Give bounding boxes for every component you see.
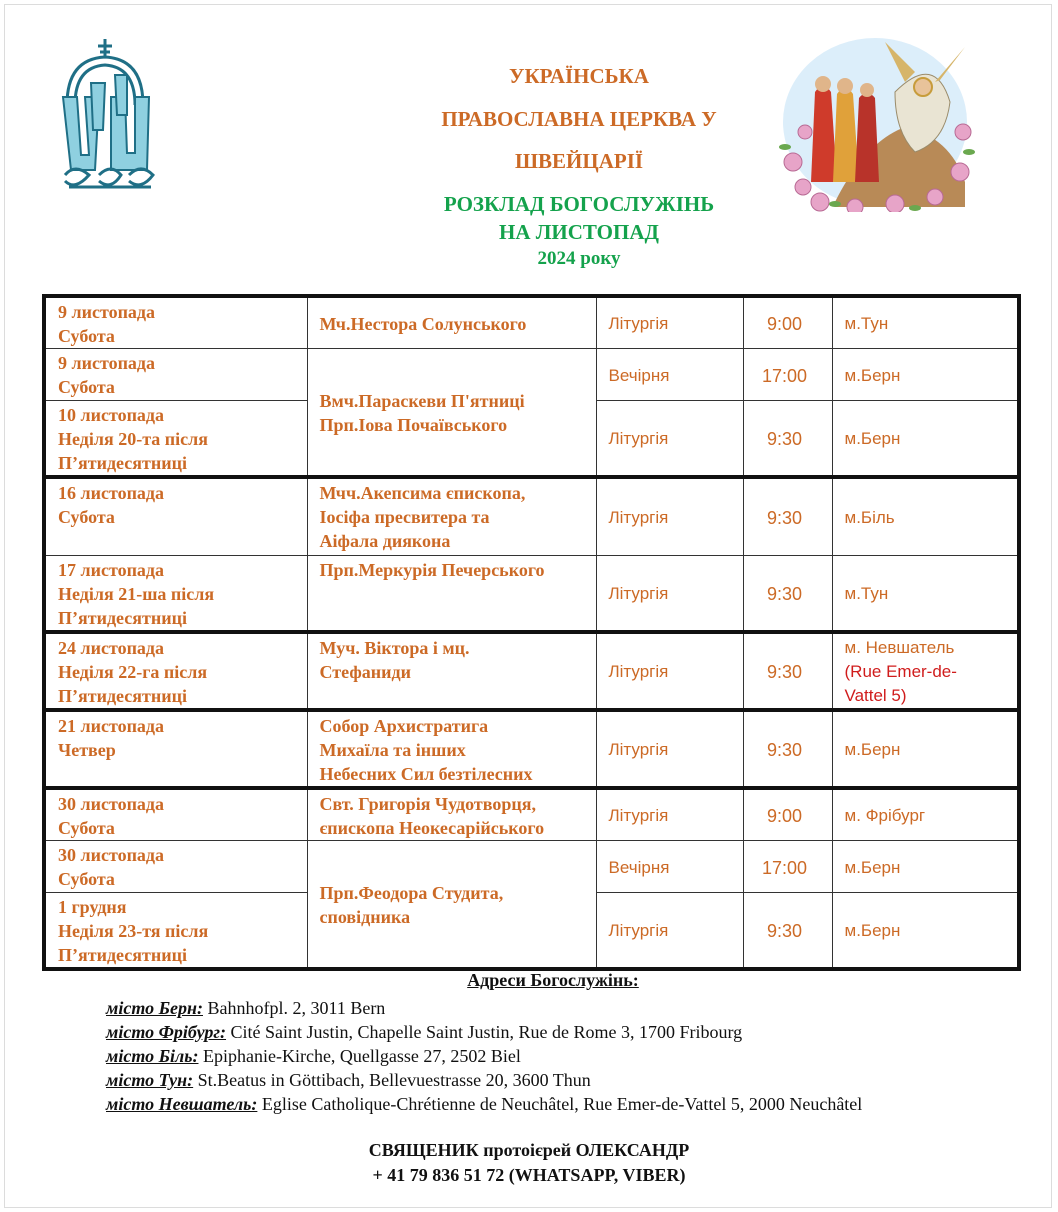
service-cell: Літургія bbox=[596, 555, 743, 632]
date-weekday: Четвер bbox=[58, 740, 116, 760]
service-cell: Літургія bbox=[596, 296, 743, 349]
table-row bbox=[44, 710, 1019, 788]
date-weekday: Субота bbox=[58, 507, 115, 527]
date-cell bbox=[44, 296, 307, 349]
date-weekday: Неділя 23-тя після bbox=[58, 921, 209, 941]
service-cell: Літургія bbox=[596, 401, 743, 478]
date-day: 21 листопада bbox=[58, 716, 165, 736]
table-row bbox=[44, 632, 1019, 710]
address-text: Bahnhofpl. 2, 3011 Bern bbox=[203, 998, 386, 1018]
address-text: Cité Saint Justin, Chapelle Saint Justin, Rue de Rome 3, 1700 Fribourg bbox=[226, 1022, 743, 1042]
place-cell: м.Берн bbox=[832, 401, 1019, 478]
saint-name: Іосіфа пресвитера та bbox=[319, 507, 490, 527]
table-row bbox=[44, 788, 1019, 841]
title-line-1: УКРАЇНСЬКА bbox=[509, 64, 649, 88]
saint-name: Мчч.Акепсима єпископа, bbox=[319, 483, 526, 503]
time-cell: 9:30 bbox=[743, 710, 832, 788]
table-row bbox=[44, 841, 1019, 893]
date-day: 9 листопада bbox=[58, 353, 156, 373]
date-cell bbox=[44, 477, 307, 555]
service-cell: Вечірня bbox=[596, 349, 743, 401]
saint-name: єпископа Неокесарійського bbox=[319, 818, 545, 838]
time-cell: 9:30 bbox=[743, 555, 832, 632]
date-day: 16 листопада bbox=[58, 483, 165, 503]
place-cell: м.Берн bbox=[832, 349, 1019, 401]
date-day: 1 грудня bbox=[58, 897, 127, 917]
place-cell: м.Біль bbox=[832, 477, 1019, 555]
date-note: П’ятидесятниці bbox=[58, 686, 187, 706]
time-cell: 9:30 bbox=[743, 632, 832, 710]
saint-cell bbox=[307, 632, 596, 710]
place-address: (Rue Emer-de- bbox=[844, 662, 957, 681]
saint-name: Собор Архистратига bbox=[319, 716, 489, 736]
saint-cell bbox=[307, 477, 596, 555]
table-row bbox=[44, 349, 1019, 401]
address-item bbox=[106, 1044, 862, 1068]
schedule-title: РОЗКЛАД БОГОСЛУЖІНЬ bbox=[443, 192, 715, 216]
title-line-3: ШВЕЙЦАРІЇ bbox=[514, 149, 644, 173]
date-cell bbox=[44, 710, 307, 788]
place-cell bbox=[832, 632, 1019, 710]
header bbox=[0, 0, 1058, 290]
date-note: П’ятидесятниці bbox=[58, 945, 187, 965]
saint-name: Прп.Феодора Студита, bbox=[319, 883, 504, 903]
place-cell: м.Берн bbox=[832, 841, 1019, 893]
place-name: м. Невшатель bbox=[844, 638, 955, 657]
address-text: St.Beatus in Göttibach, Bellevuestrasse 20, 3600 Thun bbox=[193, 1070, 591, 1090]
service-cell: Літургія bbox=[596, 477, 743, 555]
table-row bbox=[44, 296, 1019, 349]
date-cell bbox=[44, 893, 307, 970]
priest-phone: + 41 79 836 51 72 (WHATSAPP, VIBER) bbox=[372, 1165, 686, 1185]
service-cell: Літургія bbox=[596, 893, 743, 970]
date-weekday: Субота bbox=[58, 377, 115, 397]
addresses-list bbox=[106, 996, 862, 1116]
date-day: 10 листопада bbox=[58, 405, 165, 425]
date-cell bbox=[44, 788, 307, 841]
place-cell: м. Фрібург bbox=[832, 788, 1019, 841]
time-cell: 9:30 bbox=[743, 477, 832, 555]
saint-name: Аіфала диякона bbox=[319, 531, 451, 551]
address-city: місто Невшатель: bbox=[106, 1094, 258, 1114]
date-note: П’ятидесятниці bbox=[58, 453, 187, 473]
date-day: 24 листопада bbox=[58, 638, 165, 658]
place-cell: м.Тун bbox=[832, 555, 1019, 632]
saint-cell bbox=[307, 788, 596, 841]
saint-cell bbox=[307, 555, 596, 632]
schedule-year: 2024 року bbox=[537, 248, 621, 269]
time-cell: 9:30 bbox=[743, 893, 832, 970]
service-cell: Літургія bbox=[596, 632, 743, 710]
saint-name: Михаїла та інших bbox=[319, 740, 466, 760]
date-day: 17 листопада bbox=[58, 559, 165, 580]
date-weekday: Субота bbox=[58, 326, 115, 346]
saint-name: Прп.Іова Почаївського bbox=[319, 415, 508, 435]
date-cell bbox=[44, 401, 307, 478]
address-text: Eglise Catholique-Chrétienne de Neuchâtel, Rue Emer-de-Vattel 5, 2000 Neuchâtel bbox=[257, 1094, 863, 1114]
saint-cell bbox=[307, 296, 596, 349]
priest-name: СВЯЩЕНИК протоієрей ОЛЕКСАНДР bbox=[368, 1140, 690, 1160]
saint-cell bbox=[307, 349, 596, 478]
service-cell: Літургія bbox=[596, 788, 743, 841]
saint-name: Прп.Меркурія Печерського bbox=[319, 559, 545, 580]
date-day: 9 листопада bbox=[58, 302, 156, 322]
saint-name: Муч. Віктора і мц. bbox=[319, 638, 470, 658]
date-cell bbox=[44, 349, 307, 401]
address-item bbox=[106, 996, 862, 1020]
date-note: П’ятидесятниці bbox=[58, 607, 187, 628]
time-cell: 9:00 bbox=[743, 788, 832, 841]
saint-name: сповідника bbox=[319, 907, 411, 927]
address-city: місто Біль: bbox=[106, 1046, 199, 1066]
address-text: Epiphanie-Kirche, Quellgasse 27, 2502 Biel bbox=[198, 1046, 521, 1066]
saint-name: Небесних Сил безтілесних bbox=[319, 764, 533, 784]
date-weekday: Субота bbox=[58, 818, 115, 838]
place-cell: м.Берн bbox=[832, 893, 1019, 970]
place-cell: м.Берн bbox=[832, 710, 1019, 788]
date-day: 30 листопада bbox=[58, 845, 165, 865]
date-day: 30 листопада bbox=[58, 794, 165, 814]
place-cell: м.Тун bbox=[832, 296, 1019, 349]
time-cell: 9:30 bbox=[743, 401, 832, 478]
address-item bbox=[106, 1020, 862, 1044]
date-cell bbox=[44, 632, 307, 710]
table-row bbox=[44, 477, 1019, 555]
date-weekday: Неділя 22-га після bbox=[58, 662, 208, 682]
schedule-month: НА ЛИСТОПАД bbox=[499, 220, 659, 244]
service-cell: Літургія bbox=[596, 710, 743, 788]
address-item bbox=[106, 1092, 862, 1116]
title-line-2: ПРАВОСЛАВНА ЦЕРКВА У bbox=[441, 107, 717, 131]
addresses-title: Адреси Богослужінь: bbox=[467, 970, 639, 990]
place-address: Vattel 5) bbox=[844, 686, 907, 705]
address-city: місто Фрібург: bbox=[106, 1022, 227, 1042]
address-city: місто Берн: bbox=[106, 998, 203, 1018]
time-cell: 9:00 bbox=[743, 296, 832, 349]
saint-name: Вмч.Параскеви П'ятниці bbox=[319, 391, 525, 411]
time-cell: 17:00 bbox=[743, 841, 832, 893]
time-cell: 17:00 bbox=[743, 349, 832, 401]
date-weekday: Неділя 20-та після bbox=[58, 429, 208, 449]
saint-cell bbox=[307, 710, 596, 788]
saint-name: Стефаниди bbox=[319, 662, 411, 682]
saint-cell bbox=[307, 841, 596, 970]
date-cell bbox=[44, 841, 307, 893]
schedule-table bbox=[42, 294, 1021, 971]
date-weekday: Субота bbox=[58, 869, 115, 889]
date-weekday: Неділя 21-ша після bbox=[58, 583, 215, 604]
date-cell bbox=[44, 555, 307, 632]
myrrh-bearers-angel-icon bbox=[775, 32, 975, 212]
saint-name: Свт. Григорія Чудотворця, bbox=[319, 794, 536, 814]
saint-name: Мч.Нестора Солунського bbox=[319, 314, 527, 334]
address-city: місто Тун: bbox=[106, 1070, 194, 1090]
table-row bbox=[44, 555, 1019, 632]
service-cell: Вечірня bbox=[596, 841, 743, 893]
address-item bbox=[106, 1068, 862, 1092]
